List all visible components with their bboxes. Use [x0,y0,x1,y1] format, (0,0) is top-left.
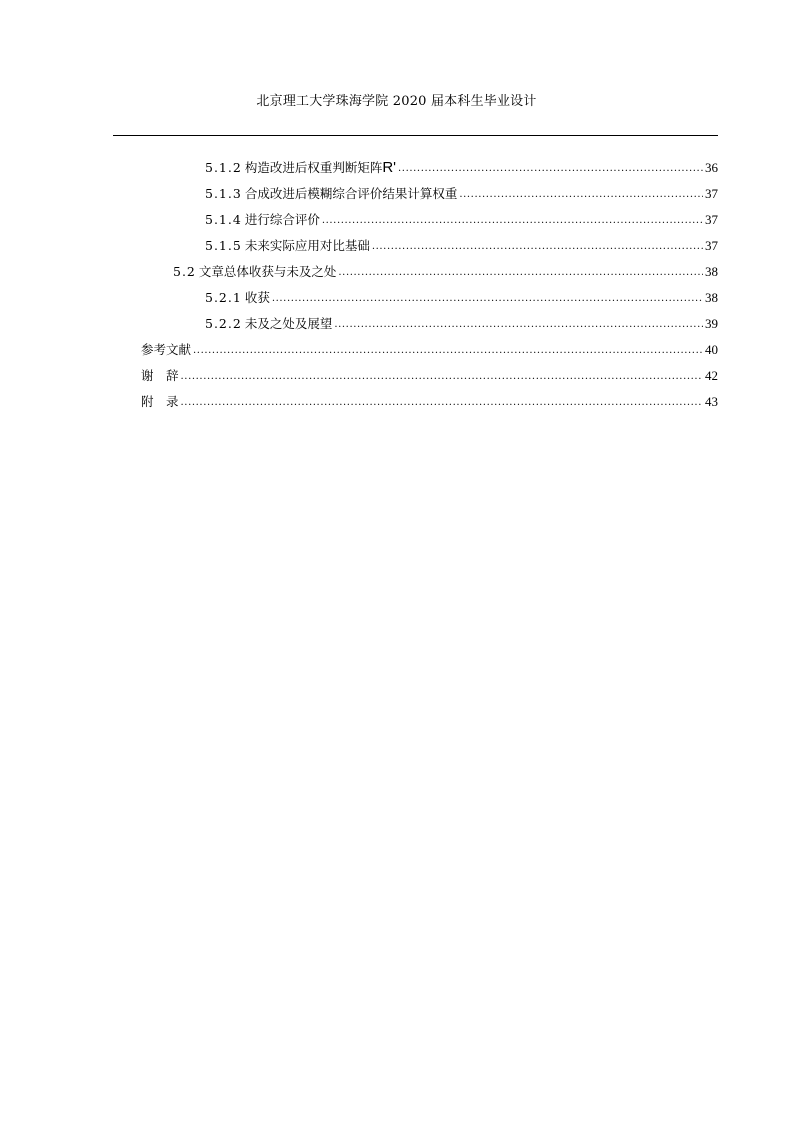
toc-entry-5-1-3[interactable] [205,183,718,203]
toc-entry-5-1-2[interactable] [205,157,718,177]
toc-entry-5-1-4[interactable] [205,209,718,229]
toc-entry-title: 参考文献 [141,342,192,357]
toc-entry-5-2-1[interactable] [205,287,718,307]
toc-entry-number: 5.1.3 [205,186,242,201]
toc-entry-page: 42 [705,368,718,383]
toc-dot-leader [398,161,703,177]
toc-entry-page: 37 [705,238,718,253]
toc-entry-page: 38 [705,290,718,305]
toc-entry-title: 谢 辞 [141,368,179,383]
toc-entry-title: 合成改进后模糊综合评价结果计算权重 [244,186,458,201]
toc-entry-page: 40 [705,342,718,357]
toc-entry-title: 构造改进后权重判断矩阵R' [244,159,397,176]
toc-entry-number: 5.1.5 [205,238,242,253]
toc-entry-symbol: R' [382,159,397,176]
toc-entry-number: 5.1.2 [205,160,242,175]
toc-dot-leader [181,369,703,385]
toc-entry-page: 37 [705,186,718,201]
toc-entry-number: 5.1.4 [205,212,242,227]
toc-dot-leader [338,265,703,281]
toc-dot-leader [322,213,703,229]
toc-entry-title: 附 录 [141,394,179,409]
toc-entry-number: 5.2 [173,264,196,279]
toc-entry-page: 43 [705,394,718,409]
toc-entry-page: 37 [705,212,718,227]
toc-entry-page: 39 [705,316,718,331]
toc-entry-title: 文章总体收获与未及之处 [198,264,337,279]
toc-entry-page: 38 [705,264,718,279]
toc-entry-page: 36 [705,160,718,175]
toc-dot-leader [181,395,703,411]
toc-entry-title: 收获 [244,290,270,305]
toc-entry-number: 5.2.2 [205,316,242,331]
toc-entry-number: 5.2.1 [205,290,242,305]
toc-entry-appendix[interactable] [141,391,718,411]
toc-entry-5-2-2[interactable] [205,313,718,333]
toc-dot-leader [334,317,703,333]
toc-dot-leader [372,239,703,255]
toc-entry-5-1-5[interactable] [205,235,718,255]
toc-entry-title: 进行综合评价 [244,212,320,227]
toc-entry-title: 未来实际应用对比基础 [244,238,370,253]
toc-dot-leader [459,187,703,203]
header-divider [113,135,718,136]
toc-dot-leader [193,343,703,359]
toc-entry-references[interactable] [141,339,718,359]
toc-entry-acknowledgements[interactable] [141,365,718,385]
toc-dot-leader [272,291,703,307]
page-header: 北京理工大学珠海学院 2020 届本科生毕业设计 [256,94,537,109]
toc-entry-5-2[interactable] [173,261,718,281]
toc-entry-title: 未及之处及展望 [244,316,333,331]
